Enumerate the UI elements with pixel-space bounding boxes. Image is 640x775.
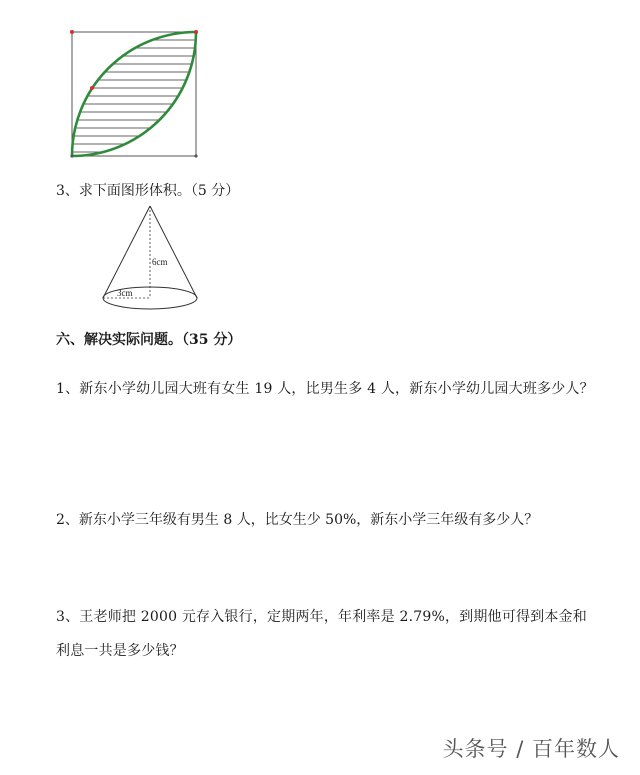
cone-figure bbox=[100, 204, 200, 316]
arc-lower-right bbox=[72, 32, 196, 156]
corner-point-bottom-left bbox=[70, 154, 73, 157]
square-outline bbox=[72, 32, 196, 156]
arc-point-left bbox=[90, 86, 94, 90]
watermark: 头条号 / 百年数人 bbox=[442, 737, 620, 761]
cone-right-slant bbox=[150, 206, 197, 298]
problem-3: 3、王老师把 2000 元存入银行，定期两年，年利率是 2.79%，到期他可得到本金和利息一共是多少钱？ bbox=[56, 609, 587, 659]
section-6-heading: 六、解决实际问题。（35 分） bbox=[56, 332, 242, 348]
square-leaf-figure bbox=[68, 28, 200, 160]
corner-point-top-right bbox=[194, 30, 198, 34]
problem-1: 1、新东小学幼儿园大班有女生 19 人，比男生多 4 人，新东小学幼儿园大班多少人？ bbox=[56, 381, 594, 397]
problem-2: 2、新东小学三年级有男生 8 人，比女生少 50%，新东小学三年级有多少人？ bbox=[56, 512, 539, 528]
corner-point-top-left bbox=[70, 30, 74, 34]
corner-point-bottom-right bbox=[194, 154, 197, 157]
cone-height-label: 6cm bbox=[152, 257, 168, 267]
cone-left-slant bbox=[103, 206, 150, 298]
arc-upper-left bbox=[72, 32, 196, 156]
question-3-volume: 3、求下面图形体积。（5 分） bbox=[56, 183, 240, 199]
cone-radius-label: 3cm bbox=[117, 288, 133, 298]
